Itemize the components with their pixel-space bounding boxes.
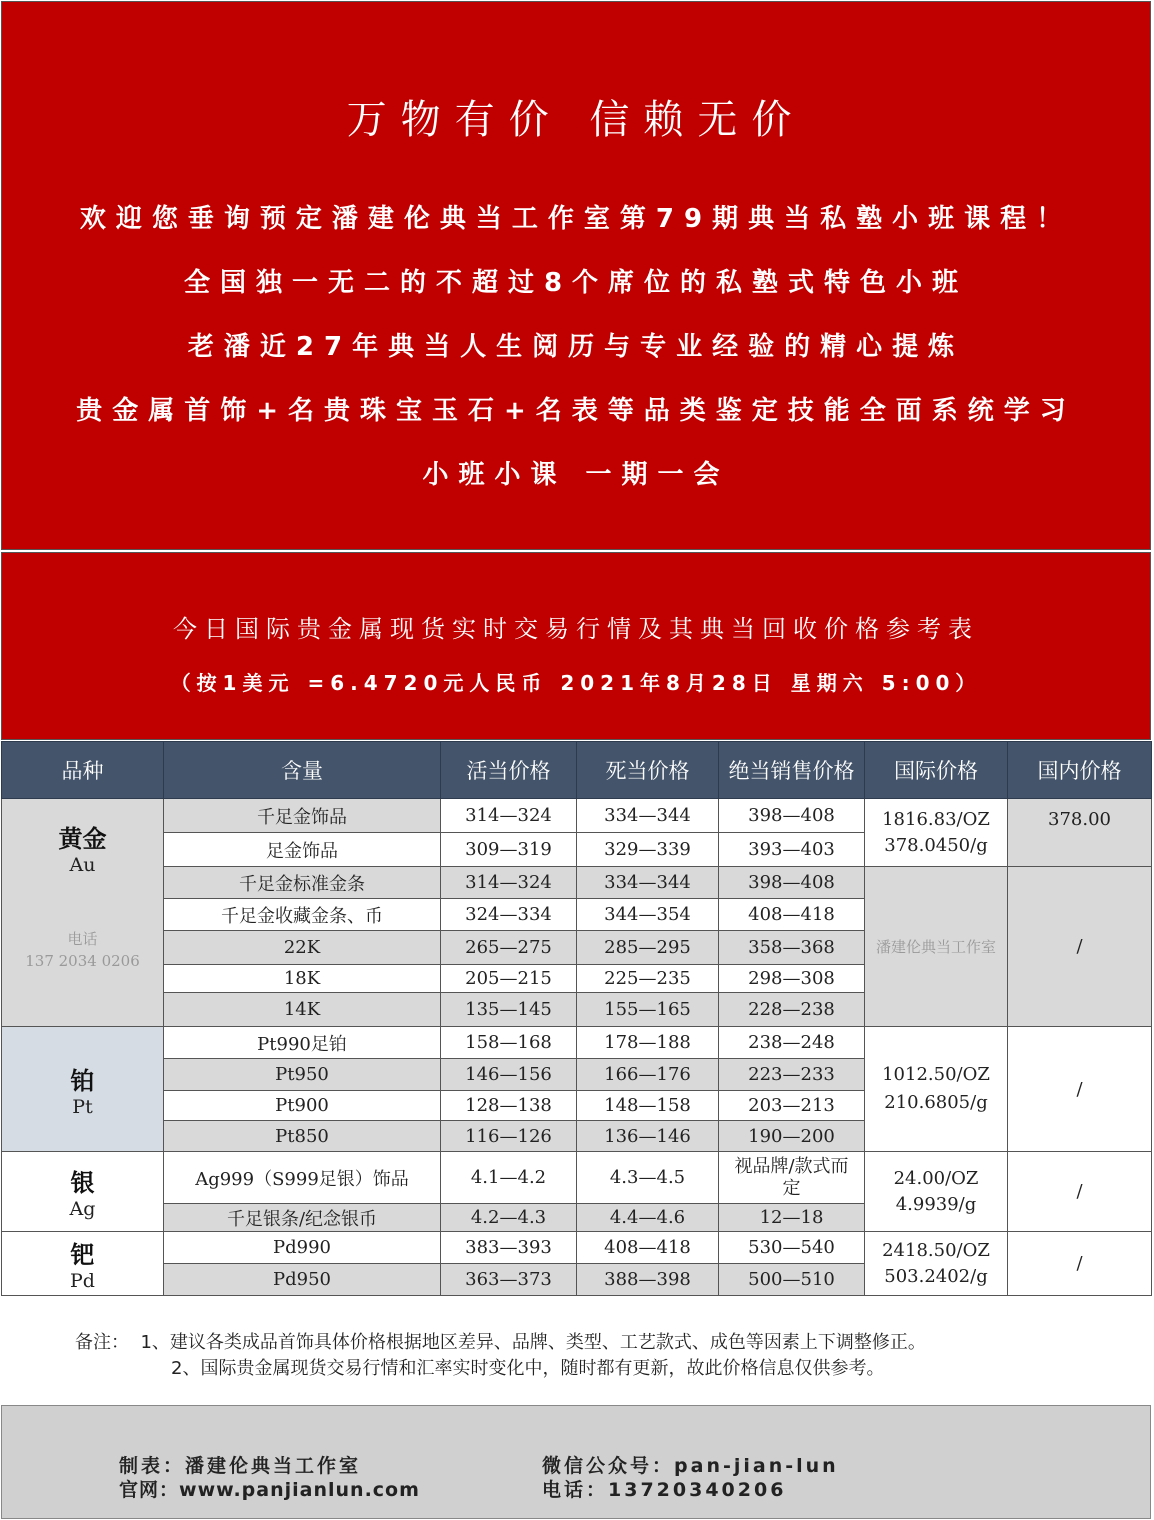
category-name: 黄金 <box>58 825 107 853</box>
dead-price: 155—165 <box>577 993 719 1027</box>
live-price: 314—324 <box>441 799 577 833</box>
table-header-row <box>2 742 1152 799</box>
phone-watermark <box>2 928 163 972</box>
sale-price: 298—308 <box>719 965 865 993</box>
category-symbol: Au <box>69 854 96 876</box>
live-price: 265—275 <box>441 931 577 965</box>
item-name: Pd950 <box>164 1264 441 1296</box>
sale-price: 190—200 <box>719 1121 865 1152</box>
exchange-rate: （按1美元 =6.4720元人民币 2021年8月28日 星期六 5:00） <box>170 671 982 695</box>
table-row <box>2 867 1152 899</box>
note-label: 备注： <box>75 1332 129 1353</box>
intro-line-3: 老潘近27年典当人生阅历与专业经验的精心提炼 <box>187 332 965 362</box>
item-name: 千足金标准金条 <box>164 867 441 899</box>
site-label: 官网： <box>119 1479 180 1501</box>
intl-price-g: 4.9939/g <box>895 1193 977 1215</box>
intro-line-2: 全国独一无二的不超过8个席位的私塾式特色小班 <box>183 268 969 298</box>
table-row <box>2 1027 1152 1059</box>
live-price: 4.2—4.3 <box>441 1204 577 1232</box>
sale-price: 530—540 <box>719 1232 865 1264</box>
table-row <box>2 799 1152 833</box>
footer-phone <box>542 1475 786 1502</box>
domestic-price-silver: / <box>1008 1152 1152 1232</box>
item-name: Pt900 <box>164 1091 441 1121</box>
footer-website <box>119 1475 420 1502</box>
sale-price: 408—418 <box>719 899 865 931</box>
sale-price: 398—408 <box>719 799 865 833</box>
dead-price: 4.4—4.6 <box>577 1204 719 1232</box>
sale-price: 223—233 <box>719 1059 865 1091</box>
category-symbol: Ag <box>69 1198 96 1220</box>
item-name: Pt990足铂 <box>164 1027 441 1059</box>
sale-price: 视品牌/款式而定 <box>719 1152 865 1204</box>
intro-line-1: 欢迎您垂询预定潘建伦典当工作室第79期典当私塾小班课程！ <box>79 204 1073 234</box>
intl-price-g: 503.2402/g <box>884 1265 988 1287</box>
intl-price-palladium <box>865 1232 1008 1296</box>
category-gold <box>2 799 164 1027</box>
live-price: 116—126 <box>441 1121 577 1152</box>
category-silver <box>2 1152 164 1232</box>
dead-price: 408—418 <box>577 1232 719 1264</box>
live-price: 314—324 <box>441 867 577 899</box>
header-dead-price: 死当价格 <box>577 742 719 799</box>
phone-label: 电话 <box>67 930 98 948</box>
live-price: 128—138 <box>441 1091 577 1121</box>
table-title: 今日国际贵金属现货实时交易行情及其典当回收价格参考表 <box>173 615 979 643</box>
dead-price: 166—176 <box>577 1059 719 1091</box>
note-line-2: 2、国际贵金属现货交易行情和汇率实时变化中，随时都有更新，故此价格信息仅供参考。 <box>171 1358 885 1379</box>
dead-price: 334—344 <box>577 799 719 833</box>
dead-price: 178—188 <box>577 1027 719 1059</box>
item-name: Pt850 <box>164 1121 441 1152</box>
dead-price: 285—295 <box>577 931 719 965</box>
footer <box>1 1405 1151 1519</box>
price-table-banner <box>1 552 1151 740</box>
live-price: 135—145 <box>441 993 577 1027</box>
intro-line-5: 小班小课 一期一会 <box>422 460 730 490</box>
live-price: 158—168 <box>441 1027 577 1059</box>
maker-name: 潘建伦典当工作室 <box>185 1455 362 1477</box>
item-name: Pd990 <box>164 1232 441 1264</box>
category-name: 铂 <box>70 1066 95 1095</box>
intl-price-oz: 1012.50/OZ <box>882 1064 990 1085</box>
sale-price: 238—248 <box>719 1027 865 1059</box>
intl-price-oz: 2418.50/OZ <box>882 1239 990 1261</box>
intl-price-g: 378.0450/g <box>884 834 988 856</box>
header-content: 含量 <box>164 742 441 799</box>
intl-price-silver <box>865 1152 1008 1232</box>
maker-label: 制表： <box>119 1455 186 1477</box>
dead-price: 4.3—4.5 <box>577 1152 719 1204</box>
table-row <box>2 1152 1152 1204</box>
website-link[interactable]: www.panjianlun.com <box>179 1479 420 1501</box>
dead-price: 329—339 <box>577 833 719 867</box>
category-platinum <box>2 1027 164 1152</box>
domestic-price-gold-2: / <box>1008 867 1152 1027</box>
footer-maker <box>119 1451 361 1478</box>
intro-banner <box>1 1 1151 550</box>
item-name: 千足金收藏金条、币 <box>164 899 441 931</box>
live-price: 205—215 <box>441 965 577 993</box>
item-name: 千足银条/纪念银币 <box>164 1204 441 1232</box>
live-price: 324—334 <box>441 899 577 931</box>
studio-watermark: 潘建伦典当工作室 <box>865 867 1008 1027</box>
header-domestic-price: 国内价格 <box>1008 742 1152 799</box>
item-name: 22K <box>164 931 441 965</box>
domestic-price-gold: 378.00 <box>1008 799 1152 867</box>
intl-price-oz: 1816.83/OZ <box>882 808 990 830</box>
dead-price: 148—158 <box>577 1091 719 1121</box>
header-live-price: 活当价格 <box>441 742 577 799</box>
intl-price-oz: 24.00/OZ <box>893 1167 979 1189</box>
phone-label: 电话： <box>542 1479 609 1501</box>
live-price: 383—393 <box>441 1232 577 1264</box>
item-name: Pt950 <box>164 1059 441 1091</box>
wechat-label: 微信公众号： <box>542 1455 675 1477</box>
dead-price: 225—235 <box>577 965 719 993</box>
note-line-1 <box>75 1330 926 1356</box>
slogan: 万物有价 信赖无价 <box>346 97 806 143</box>
live-price: 4.1—4.2 <box>441 1152 577 1204</box>
wechat-id: pan-jian-lun <box>674 1455 839 1477</box>
sale-price: 358—368 <box>719 931 865 965</box>
category-symbol: Pd <box>70 1270 95 1292</box>
header-category: 品种 <box>2 742 164 799</box>
phone-number: 13720340206 <box>608 1479 787 1501</box>
sale-price: 398—408 <box>719 867 865 899</box>
sale-price: 393—403 <box>719 833 865 867</box>
dead-price: 388—398 <box>577 1264 719 1296</box>
domestic-price-palladium: / <box>1008 1232 1152 1296</box>
table-row <box>2 1232 1152 1264</box>
domestic-price-platinum: / <box>1008 1027 1152 1152</box>
sale-price: 203—213 <box>719 1091 865 1121</box>
header-sale-price: 绝当销售价格 <box>719 742 865 799</box>
item-name: 18K <box>164 965 441 993</box>
phone-number: 137 2034 0206 <box>25 952 140 970</box>
live-price: 309—319 <box>441 833 577 867</box>
sale-price: 500—510 <box>719 1264 865 1296</box>
item-name: 足金饰品 <box>164 833 441 867</box>
item-name: 千足金饰品 <box>164 799 441 833</box>
category-name: 钯 <box>70 1241 95 1269</box>
note-text-1: 1、建议各类成品首饰具体价格根据地区差异、品牌、类型、工艺款式、成色等因素上下调整修正。 <box>140 1332 926 1353</box>
notes <box>75 1330 926 1382</box>
footer-wechat <box>542 1451 839 1478</box>
sale-price: 12—18 <box>719 1204 865 1232</box>
category-symbol: Pt <box>72 1095 93 1118</box>
header-intl-price: 国际价格 <box>865 742 1008 799</box>
dead-price: 344—354 <box>577 899 719 931</box>
intl-price-gold <box>865 799 1008 867</box>
intl-price-g: 210.6805/g <box>884 1092 988 1113</box>
category-palladium <box>2 1232 164 1296</box>
category-name: 银 <box>70 1169 95 1197</box>
dead-price: 136—146 <box>577 1121 719 1152</box>
live-price: 146—156 <box>441 1059 577 1091</box>
dead-price: 334—344 <box>577 867 719 899</box>
intl-price-platinum <box>865 1027 1008 1152</box>
price-table <box>1 741 1152 1296</box>
live-price: 363—373 <box>441 1264 577 1296</box>
item-name: Ag999（S999足银）饰品 <box>164 1152 441 1204</box>
sale-price: 228—238 <box>719 993 865 1027</box>
item-name: 14K <box>164 993 441 1027</box>
intro-line-4: 贵金属首饰+名贵珠宝玉石+名表等品类鉴定技能全面系统学习 <box>76 396 1076 426</box>
